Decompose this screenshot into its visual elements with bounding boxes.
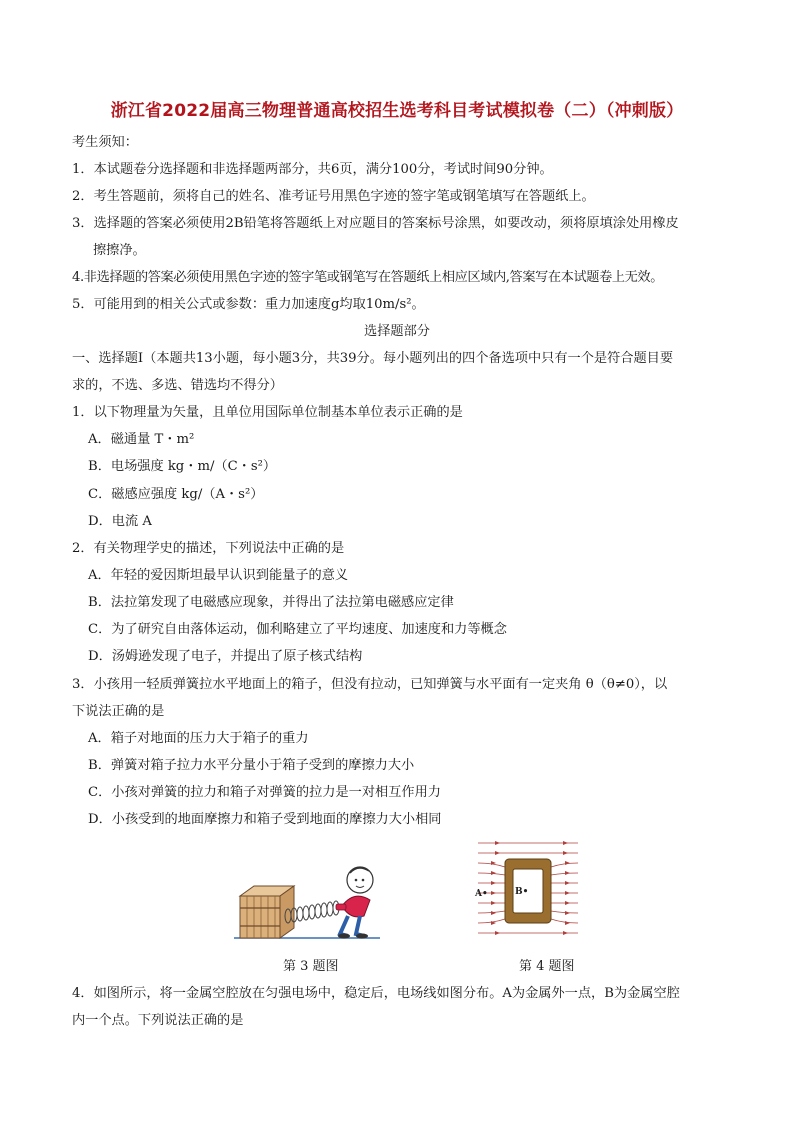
question-option: D．小孩受到的地面摩擦力和箱子受到地面的摩擦力大小相同 — [88, 812, 442, 827]
figure-4-caption: 第 4 题图 — [519, 959, 575, 974]
question-option: B．电场强度 kg・m/（C・s²） — [88, 459, 277, 474]
question-stem-continued: 下说法正确的是 — [72, 704, 165, 719]
figure-3-caption: 第 3 题图 — [283, 959, 339, 974]
question-option: B．法拉第发现了电磁感应现象，并得出了法拉第电磁感应定律 — [88, 595, 454, 610]
section-title: 选择题部分 — [364, 324, 430, 339]
child-figure — [336, 867, 373, 939]
question-stem: 3．小孩用一轻质弹簧拉水平地面上的箱子，但没有拉动，已知弹簧与水平面有一定夹角 θ（θ≠0），以 — [72, 677, 668, 692]
question-stem: 4．如图所示，将一金属空腔放在匀强电场中，稳定后，电场线如图分布。A为金属外一点，B为金属空腔 — [72, 986, 680, 1001]
question-stem-continued: 内一个点。下列说法正确的是 — [72, 1013, 244, 1028]
notice-item-continued: 擦擦净。 — [93, 243, 146, 258]
notice-heading: 考生须知： — [72, 135, 138, 150]
figure-4-metal-cavity-field — [473, 837, 583, 943]
point-b-label: B• — [515, 887, 529, 897]
question-option: D．电流 A — [88, 514, 152, 529]
page-title: 浙江省2022届高三物理普通高校招生选考科目考试模拟卷（二）（冲刺版） — [110, 101, 684, 121]
question-option: C．磁感应强度 kg/（A・s²） — [88, 487, 264, 502]
notice-item: 3．选择题的答案必须使用2B铅笔将答题纸上对应题目的答案标号涂黑，如要改动，须将原填涂处用橡皮 — [72, 216, 679, 231]
question-option: C．为了研究自由落体运动，伽利略建立了平均速度、加速度和力等概念 — [88, 622, 507, 637]
question-option: A．年轻的爱因斯坦最早认识到能量子的意义 — [88, 568, 349, 583]
point-a-label: A• — [475, 889, 488, 899]
part-heading-continued: 求的，不选、多选、错选均不得分） — [72, 378, 283, 393]
figure-3-box-spring-child — [232, 856, 382, 942]
question-option: D．汤姆逊发现了电子，并提出了原子核式结构 — [88, 649, 363, 664]
wooden-box — [240, 886, 294, 938]
notice-item: 4.非选择题的答案必须使用黑色字迹的签字笔或钢笔写在答题纸上相应区域内,答案写在本试题卷上无效。 — [72, 270, 664, 285]
part-heading: 一、选择题Ⅰ（本题共13小题，每小题3分，共39分。每小题列出的四个备选项中只有一个是符合题目要 — [72, 351, 674, 366]
question-option: A．磁通量 T・m² — [88, 432, 195, 447]
notice-item: 1．本试题卷分选择题和非选择题两部分，共6页，满分100分，考试时间90分钟。 — [72, 162, 553, 177]
notice-item: 5．可能用到的相关公式或参数：重力加速度g均取10m/s²。 — [72, 297, 425, 312]
question-stem: 2．有关物理学史的描述，下列说法中正确的是 — [72, 541, 345, 556]
notice-item: 2．考生答题前，须将自己的姓名、准考证号用黑色字迹的签字笔或钢笔填写在答题纸上。 — [72, 189, 595, 204]
question-stem: 1．以下物理量为矢量，且单位用国际单位制基本单位表示正确的是 — [72, 405, 463, 420]
question-option: A．箱子对地面的压力大于箱子的重力 — [88, 731, 309, 746]
question-option: C．小孩对弹簧的拉力和箱子对弹簧的拉力是一对相互作用力 — [88, 785, 441, 800]
question-option: B．弹簧对箱子拉力水平分量小于箱子受到的摩擦力大小 — [88, 758, 415, 773]
